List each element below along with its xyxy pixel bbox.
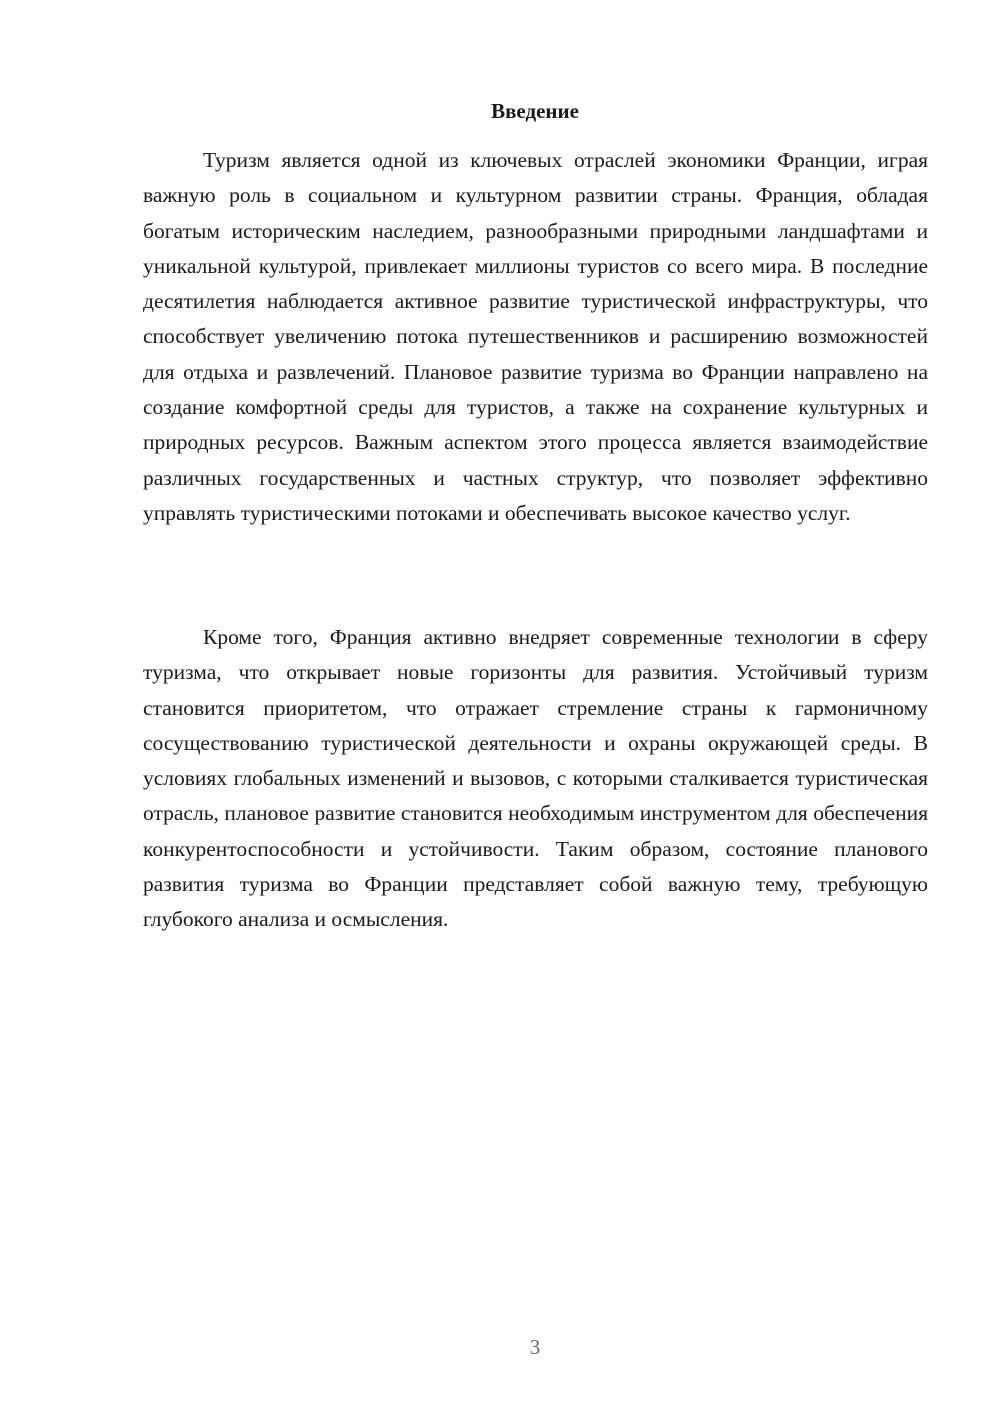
page-number: 3 [529,1335,541,1359]
section-title: Введение [491,99,579,123]
paragraph-2: Кроме того, Франция активно внедряет современные технологии в сферу туризма, что открывает новые горизонты для развития. Устойчивый туризм становится приоритетом, что отражает стремление страны к гармоничному сосуществованию туристической деятельности и охраны окружающей среды. В условиях глобальных изменений и вызовов, с которыми сталкивается туристическая отрасль, плановое развитие становится необходимым инструментом для обеспечения конкурентоспособности и устойчивости. Таким образом, состояние планового развития туризма во Франции представляет собой важную тему, требующую глубокого анализа и осмысления. [143,625,928,932]
paragraph-1: Туризм является одной из ключевых отраслей экономики Франции, играя важную роль в социальном и культурном развитии страны. Франция, обладая богатым историческим наследием, разнообразными природными ландшафтами и уникальной культурой, привлекает миллионы туристов со всего мира. В последние десятилетия наблюдается активное развитие туристической инфраструктуры, что способствует увеличению потока путешественников и расширению возможностей для отдыха и развлечений. Плановое развитие туризма во Франции направлено на создание комфортной среды для туристов, а также на сохранение культурных и природных ресурсов. Важным аспектом этого процесса является взаимодействие различных государственных и частных структур, что позволяет эффективно управлять туристическими потоками и обеспечивать высокое качество услуг. [143,148,928,525]
